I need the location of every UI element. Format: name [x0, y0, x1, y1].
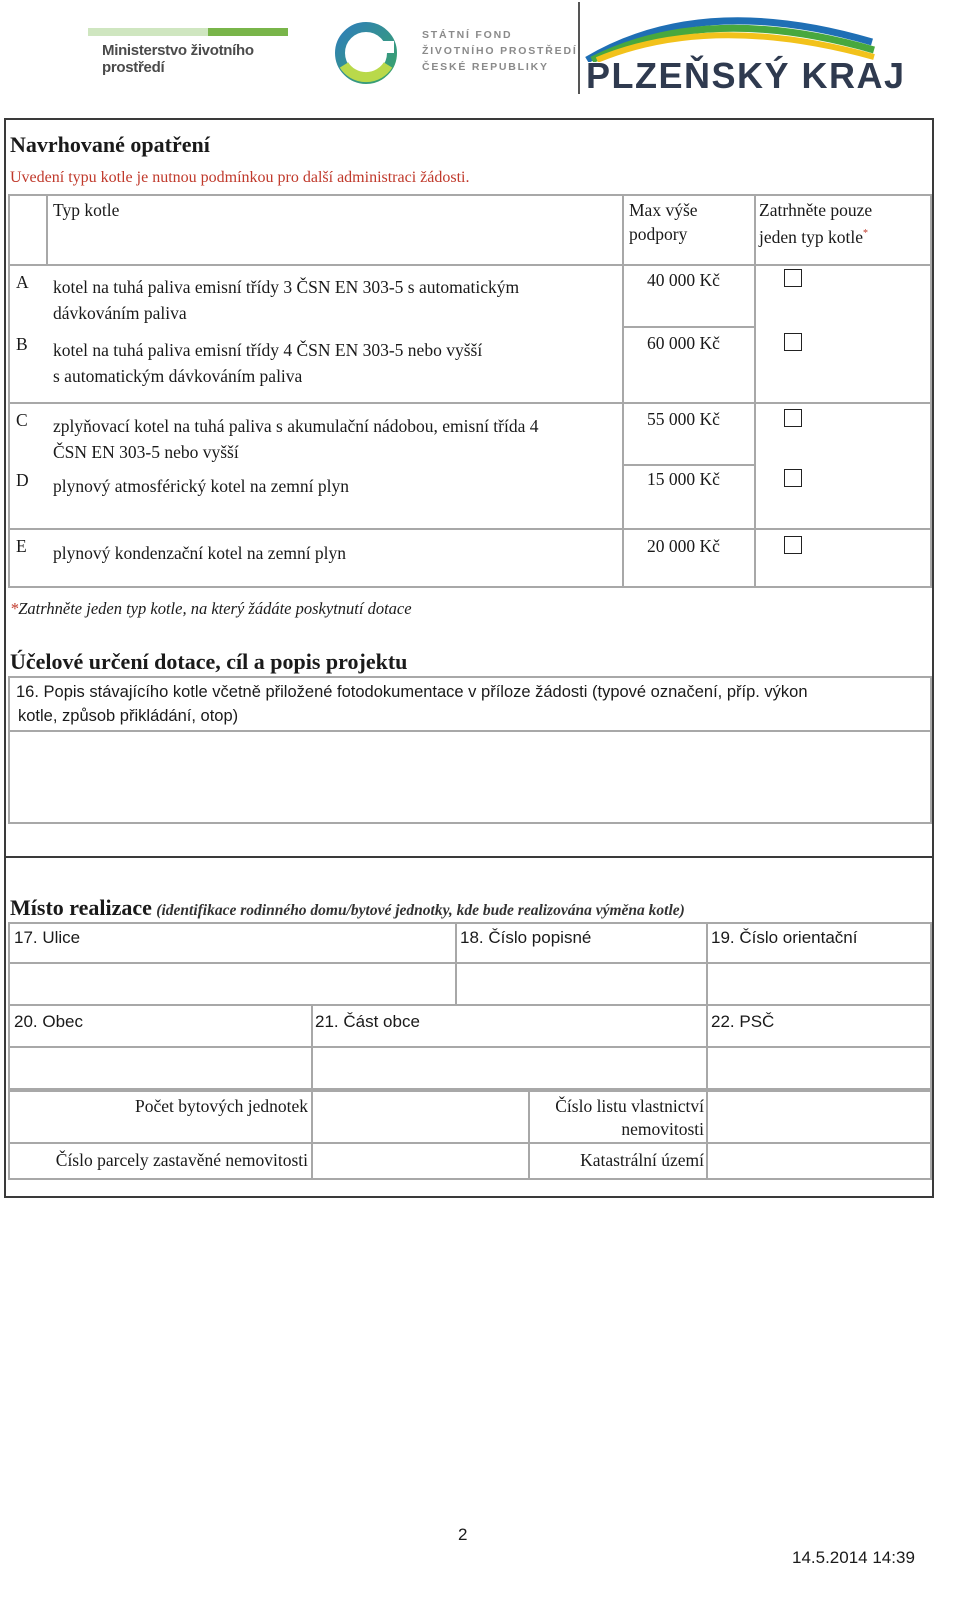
table-letter-divider [46, 194, 48, 266]
row-a-line-2: dávkováním paliva [53, 303, 187, 323]
sfzp-line-2: ŽIVOTNÍHO PROSTŘEDÍ [422, 45, 578, 57]
field21-label: 21. Část obce [315, 1012, 420, 1031]
address-right-border [930, 922, 932, 1090]
row-a-line-1: kotel na tuhá paliva emisní třídy 3 ČSN EN 303-5 s automatickým [53, 277, 520, 297]
field20-label: 20. Obec [14, 1012, 83, 1031]
row-a-letter: A [16, 272, 29, 292]
field16-top-rule [8, 676, 932, 678]
field18-label: 18. Číslo popisné [460, 928, 592, 947]
row-c-line-2: ČSN EN 303-5 nebo vyšší [53, 442, 239, 462]
row-rule-bc [8, 402, 932, 404]
row-rule-cd-amount [622, 464, 756, 466]
sfzp-logo [330, 5, 580, 95]
cadastre-label: Katastrální území [580, 1150, 704, 1170]
row-c-amount: 55 000 Kč [647, 409, 720, 429]
field22-input[interactable] [709, 1048, 928, 1086]
row-d-letter: D [16, 470, 29, 490]
table-check-divider [754, 194, 756, 588]
plzensky-kraj-logo [578, 2, 906, 98]
col-header-check-2 [759, 222, 868, 249]
field18-input[interactable] [458, 964, 704, 1002]
footnote-mark: * [10, 599, 19, 618]
timestamp: 14.5.2014 14:39 [792, 1548, 915, 1567]
table-border-top [8, 194, 932, 196]
col-header-check-1: Zatrhněte pouze [759, 200, 873, 220]
section2-title: Místo realizace [10, 895, 152, 920]
address-col-divider-1 [455, 922, 457, 1006]
field16-input-area[interactable] [10, 732, 928, 820]
field22-label: 22. PSČ [711, 1012, 775, 1031]
col-header-max-1: Max výše [629, 200, 698, 220]
field20-input[interactable] [10, 1048, 309, 1086]
col-header-max-2: podpory [629, 224, 688, 244]
mzp-logo-label: Ministerstvo životního prostředí [102, 42, 254, 76]
row-a-checkbox[interactable] [784, 269, 802, 287]
table-left-border [8, 194, 10, 588]
property-col-divider-1 [311, 1090, 313, 1180]
col-header-check-2-text: jeden typ kotle [759, 226, 864, 247]
pk-swoosh-icon [582, 2, 882, 62]
sfzp-line-1: STÁTNÍ FOND [422, 29, 513, 41]
page-number: 2 [458, 1525, 468, 1544]
field19-label: 19. Číslo orientační [711, 928, 858, 947]
ownership-input[interactable] [709, 1092, 928, 1140]
row-b-line-1: kotel na tuhá paliva emisní třídy 4 ČSN EN 303-5 nebo vyšší [53, 340, 483, 360]
ownership-label-1: Číslo listu vlastnictví [555, 1096, 704, 1116]
field21-input[interactable] [314, 1048, 704, 1086]
table-right-border [930, 194, 932, 588]
row-c-checkbox[interactable] [784, 409, 802, 427]
row-e-line-1: plynový kondenzační kotel na zemní plyn [53, 543, 347, 563]
row-d-line-1: plynový atmosférický kotel na zemní plyn [53, 476, 349, 496]
row-d-checkbox[interactable] [784, 469, 802, 487]
field16-label-1: 16. Popis stávajícího kotle včetně přiložené fotodokumentace v příloze žádosti (typové označení, příp. výkon [16, 683, 808, 701]
row-e-checkbox[interactable] [784, 536, 802, 554]
address-col-divider-3 [311, 1004, 313, 1090]
col-header-type: Typ kotle [53, 200, 120, 220]
property-right-border [930, 1090, 932, 1180]
row-b-line-2: s automatickým dávkováním paliva [53, 366, 303, 386]
footnote [10, 597, 412, 621]
table-border-bottom [8, 586, 932, 588]
section2-subtitle: (identifikace rodinného domu/bytové jednotky, kde bude realizována výměna kotle) [156, 902, 685, 919]
field16-right-border [930, 676, 932, 824]
logo-separator [578, 2, 580, 94]
address-col-divider-4 [706, 1004, 708, 1090]
property-col-divider-3 [706, 1090, 708, 1180]
field17-input[interactable] [10, 964, 453, 1002]
row-c-line-1: zplyňovací kotel na tuhá paliva s akumulační nádobou, emisní třída 4 [53, 416, 539, 436]
field16-label-2: kotle, způsob přikládání, otop) [18, 707, 239, 725]
row-a-amount: 40 000 Kč [647, 270, 720, 290]
address-top-rule [8, 922, 932, 924]
table-header-rule [8, 264, 932, 266]
property-bottom-rule [8, 1178, 932, 1180]
row-b-letter: B [16, 334, 28, 354]
sfzp-emblem-icon [330, 15, 410, 95]
ownership-label-2: nemovitosti [621, 1119, 704, 1139]
cadastre-input[interactable] [709, 1144, 928, 1176]
address-row1-bottom-rule [8, 1004, 932, 1006]
field19-input[interactable] [709, 964, 928, 1002]
mzp-logo [88, 28, 298, 76]
asterisk-mark: * [863, 228, 869, 239]
mzp-logo-stripe-icon [88, 28, 288, 36]
row-b-amount: 60 000 Kč [647, 333, 720, 353]
row-e-amount: 20 000 Kč [647, 536, 720, 556]
sfzp-logo-text [422, 27, 578, 75]
row-b-checkbox[interactable] [784, 333, 802, 351]
row-rule-ab-amount [622, 326, 756, 328]
address-col-divider-2 [706, 922, 708, 1006]
pk-logo-label: PLZEŇSKÝ KRAJ [586, 55, 906, 96]
section2-heading [10, 896, 685, 923]
units-label: Počet bytových jednotek [134, 1096, 308, 1116]
table-amount-divider [622, 194, 624, 588]
footnote-text: Zatrhněte jeden typ kotle, na který žádáte poskytnutí dotace [18, 599, 412, 618]
row-rule-de [8, 528, 932, 530]
field16-bottom-rule [8, 822, 932, 824]
sfzp-line-3: ČESKÉ REPUBLIKY [422, 61, 549, 73]
parcel-input[interactable] [314, 1144, 526, 1176]
row-e-letter: E [16, 536, 27, 556]
section1-note: Uvedení typu kotle je nutnou podmínkou pro další administraci žádosti. [10, 169, 470, 186]
field17-label: 17. Ulice [14, 928, 81, 947]
row-c-letter: C [16, 410, 28, 430]
section1-title: Navrhované opatření [10, 132, 210, 157]
purpose-title: Účelové určení dotace, cíl a popis projektu [10, 649, 408, 674]
row-d-amount: 15 000 Kč [647, 469, 720, 489]
parcel-label: Číslo parcely zastavěné nemovitosti [55, 1150, 308, 1170]
units-input[interactable] [314, 1092, 526, 1140]
